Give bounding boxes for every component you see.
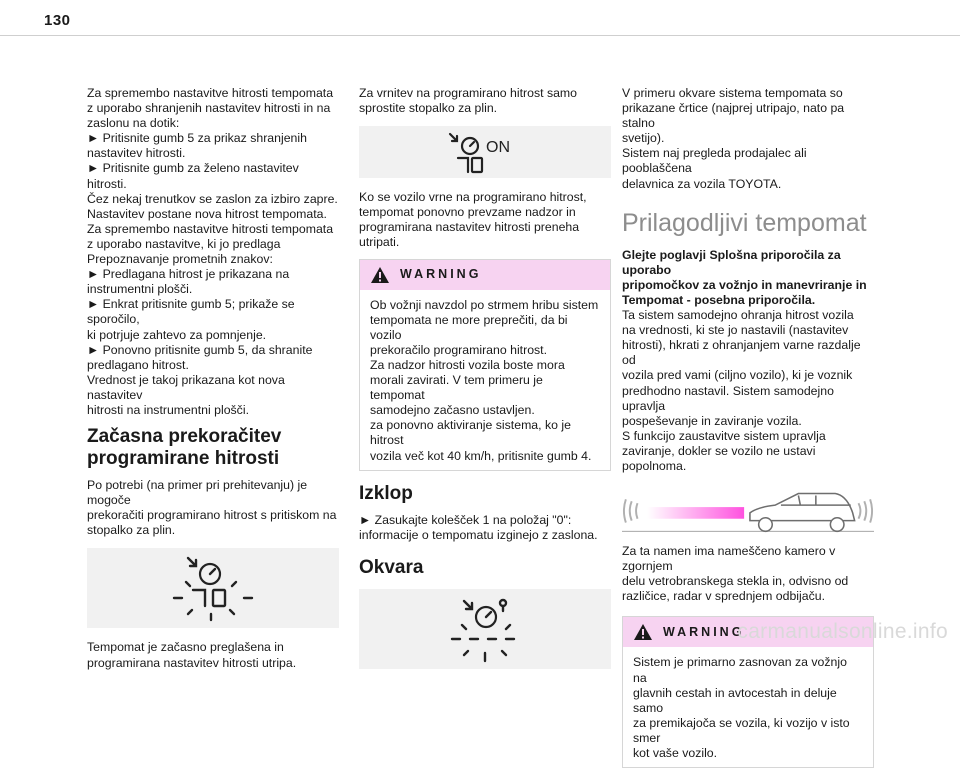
text-line: ► Ponovno pritisnite gumb 5, da shranite: [87, 342, 313, 357]
warning-body: [360, 290, 610, 470]
text-line: instrumentni plošči.: [87, 282, 193, 297]
on-label: ON: [486, 139, 510, 157]
warning-title: WARNING: [400, 267, 482, 282]
text-line: Za nadzor hitrosti vozila boste mora: [370, 357, 565, 372]
text-line: pospeševanje in zaviranje vozila.: [622, 413, 802, 428]
text-line: prikazane črtice (najprej utripajo, nato pa stalno: [622, 101, 845, 131]
text-line: Po potrebi (na primer pri prehitevanju) je mogoče: [87, 478, 308, 508]
text-line: Za spremembo nastavitve hitrosti tempomata: [87, 221, 334, 236]
column-2: [359, 86, 611, 681]
text-line: Sistem je primarno zasnovan za vožnjo na: [633, 655, 847, 685]
figure-fault-display: [359, 589, 611, 669]
paragraph-description: [622, 308, 874, 474]
paragraph-fault: [622, 86, 874, 192]
text-line: ► Pritisnite gumb za želeno nastavitev hitrosti.: [87, 161, 299, 191]
fault-dashes-display-icon: [430, 593, 540, 665]
warning-box-downhill: [359, 259, 611, 471]
text-line: stopalko za plin.: [87, 523, 176, 538]
text-line: programirana nastavitev hitrosti preneha utripati.: [359, 220, 580, 250]
paragraph-return: [359, 86, 611, 116]
text-line: Tempomat - posebna priporočila.: [622, 292, 816, 307]
warning-title: WARNING: [663, 624, 745, 639]
text-line: Sistem naj pregleda prodajalec ali pooblaščena: [622, 146, 807, 176]
car-radar-illustration: [622, 487, 874, 533]
text-line: vozila pred vami (ciljno vozilo), ki je voznik: [622, 368, 853, 383]
text-line: z uporabo shranjenih nastavitev hitrosti in na: [87, 101, 331, 116]
flashing-speed-display-icon: [158, 552, 268, 624]
text-line: različice, radar v sprednjem odbijaču.: [622, 589, 825, 604]
figure-override-display: [87, 548, 339, 628]
text-line: svetijo).: [622, 131, 665, 146]
text-line: V primeru okvare sistema tempomata so: [622, 86, 843, 100]
text-line: Za spremembo nastavitve hitrosti tempomata: [87, 86, 334, 100]
text-line: kot vaše vozilo.: [633, 746, 718, 760]
text-line: informacije o tempomatu izginejo z zaslona.: [359, 527, 598, 542]
header-divider: [0, 35, 960, 36]
text-line: programirana nastavitev hitrosti utripa.: [87, 655, 297, 670]
text-line: ► Zasukajte kolešček 1 na položaj "0":: [359, 512, 572, 527]
warning-triangle-icon: [633, 623, 653, 641]
text-line: zaslonu na dotik:: [87, 116, 180, 131]
section-heading-adaptive-cruise: Prilagodljivi tempomat: [622, 208, 867, 237]
column-3: [622, 86, 874, 778]
text-line: Tempomat je začasno preglašena in: [87, 640, 284, 655]
text-line: samodejno začasno ustavljen.: [370, 403, 535, 418]
radar-beam: [647, 507, 744, 519]
page-number: 130: [44, 12, 71, 29]
text-line: tempomat ponovno prevzame nadzor in: [359, 205, 576, 220]
text-line: Ta sistem samodejno ohranja hitrost vozila: [622, 308, 854, 323]
text-line: Vrednost je takoj prikazana kot nova nastavitev: [87, 372, 285, 402]
text-line: Za ta namen ima nameščeno kamero v zgornjem: [622, 544, 836, 574]
text-line: S funkcijo zaustavitve sistem upravlja: [622, 428, 826, 443]
paragraph-speed-change: [87, 86, 339, 418]
section-heading-temporary-override: [87, 426, 339, 470]
text-line: ki potrjuje zahtevo za pomnjenje.: [87, 327, 267, 342]
heading-line: Začasna prekoračitev: [87, 426, 282, 448]
section-heading-okvara: Okvara: [359, 556, 424, 578]
text-line: glavnih cestah in avtocestah in deluje samo: [633, 685, 837, 715]
warning-body: [623, 647, 873, 767]
text-line: Za vrnitev na programirano hitrost samo: [359, 86, 578, 100]
figure-caption: [87, 640, 339, 670]
text-line: prekoračilo programirano hitrost.: [370, 342, 548, 357]
text-line: hitrosti na instrumentni plošči.: [87, 402, 249, 417]
text-line: zaviranje, dokler se vozilo ne ustavi popolnoma.: [622, 443, 816, 473]
text-line: prekoračiti programirano hitrost s pritiskom na: [87, 508, 337, 523]
text-line: tempomata ne more preprečiti, da bi vozilo: [370, 312, 568, 342]
text-line: morali zavirati. V tem primeru je tempomat: [370, 373, 543, 403]
paragraph-resume: [359, 190, 611, 250]
text-line: vozila več kot 40 km/h, pritisnite gumb 4.: [370, 448, 592, 463]
figure-cruise-on: [359, 126, 611, 178]
text-line: za ponovno aktiviranje sistema, ko je hitrost: [370, 418, 571, 448]
figure-car-radar: [622, 486, 874, 534]
paragraph-camera: [622, 544, 874, 604]
text-line: hitrosti), hkrati z ohranjanjem varne razdalje od: [622, 338, 861, 368]
text-line: Ob vožnji navzdol po strmem hribu sistem: [370, 297, 599, 312]
text-line: z uporabo nastavitve, ki jo predlaga: [87, 236, 281, 251]
paragraph-reference: [622, 248, 874, 308]
text-line: ► Enkrat pritisnite gumb 5; prikaže se sporočilo,: [87, 297, 295, 327]
text-line: predhodno nastavil. Sistem samodejno upravlja: [622, 383, 834, 413]
text-line: Nastavitev postane nova hitrost tempomata.: [87, 206, 327, 221]
text-line: pripomočkov za vožnjo in manevriranje in: [622, 277, 867, 292]
warning-triangle-icon: [370, 266, 390, 284]
heading-line: programirane hitrosti: [87, 448, 280, 470]
text-line: delu vetrobranskega stekla in, odvisno od: [622, 574, 849, 589]
column-1: [87, 86, 339, 679]
text-line: sprostite stopalko za plin.: [359, 101, 498, 116]
paragraph-izklop: [359, 513, 611, 543]
text-line: ► Pritisnite gumb 5 za prikaz shranjenih: [87, 131, 307, 146]
section-heading-izklop: Izklop: [359, 482, 413, 504]
text-line: Ko se vozilo vrne na programirano hitrost,: [359, 190, 587, 205]
text-line: delavnica za vozila TOYOTA.: [622, 176, 782, 191]
cruise-on-display-icon: [440, 128, 530, 176]
warning-header: [360, 260, 610, 290]
watermark: carmanualsonline.info: [737, 620, 948, 643]
text-line: Prepoznavanje prometnih znakov:: [87, 252, 273, 267]
text-line: predlagano hitrost.: [87, 357, 189, 372]
paragraph-override: [87, 478, 339, 538]
text-line: za premikajoča se vozila, ki vozijo v isto smer: [633, 715, 850, 745]
text-line: na vrednosti, ki ste jo nastavili (nastavitev: [622, 323, 849, 338]
text-line: Čez nekaj trenutkov se zaslon za izbiro zapre.: [87, 191, 338, 206]
text-line: nastavitev hitrosti.: [87, 146, 186, 161]
text-line: ► Predlagana hitrost je prikazana na: [87, 267, 290, 282]
text-line: Glejte poglavji Splošna priporočila za uporabo: [622, 247, 841, 277]
